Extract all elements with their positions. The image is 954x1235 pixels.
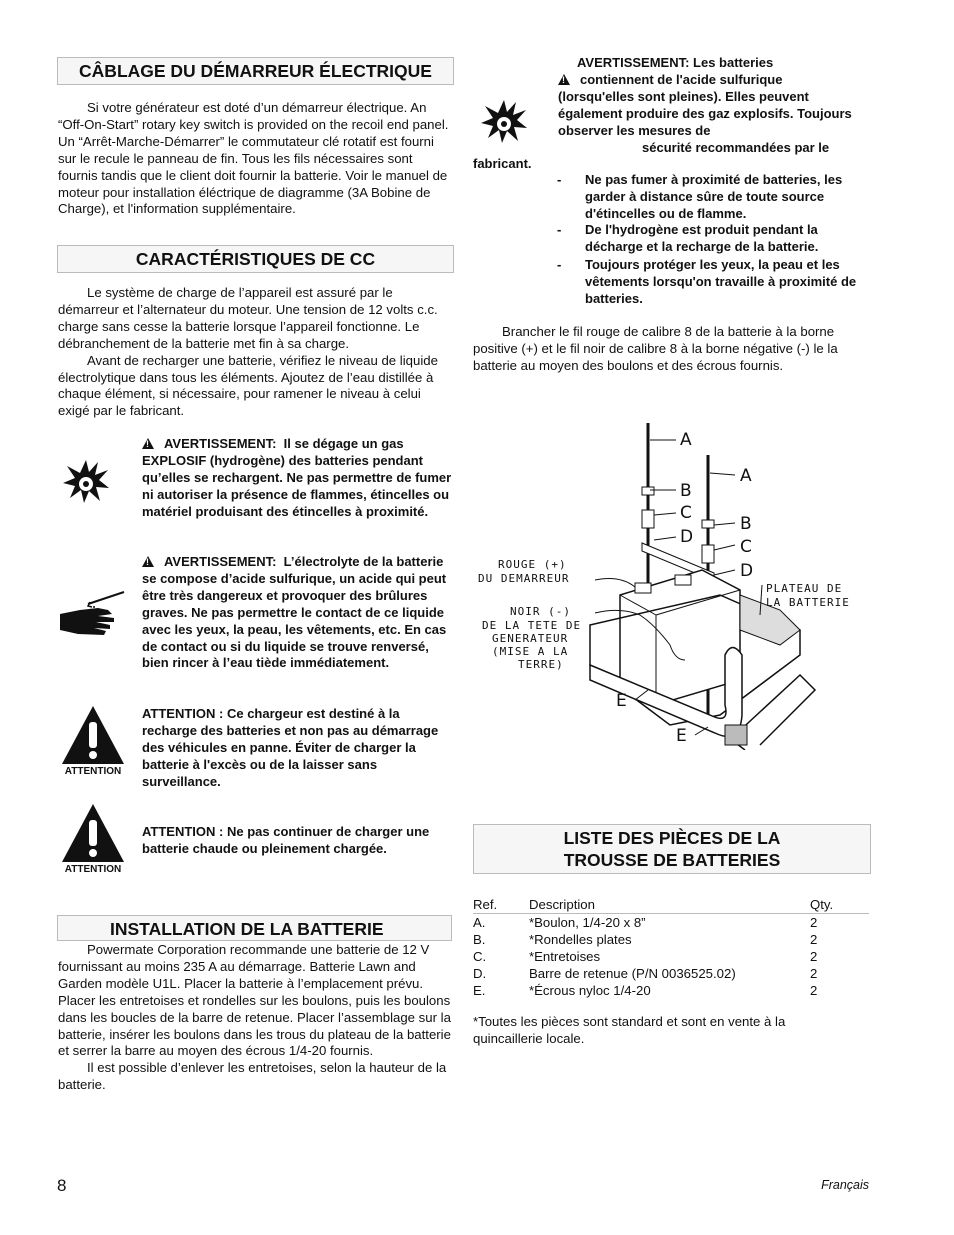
parts-table — [473, 896, 869, 999]
header-ref: Ref. — [473, 897, 498, 912]
label-rouge-1: ROUGE (+) — [498, 558, 567, 571]
table-row: C. *Entretoises 2 — [473, 949, 818, 964]
caution-charger: ATTENTION : Ce chargeur est destiné à la recharge des batteries et non pas au démarrage des véhicules en panne. Éviter de charger la batterie à l'excès ou de la laisser sans surveillance. — [142, 706, 439, 789]
section-title-installation: INSTALLATION DE LA BATTERIE — [57, 915, 452, 941]
attention-label: ATTENTION — [64, 864, 122, 874]
label-b-right: B — [740, 514, 752, 534]
table-row: B. *Rondelles plates 2 — [473, 932, 818, 947]
label-d-right: D — [740, 561, 754, 581]
caracteristiques-para-2: Avant de recharger une batterie, vérifiez le niveau de liquide électrolytique dans tous les éléments. Ajoutez de l’eau distillée à chaque élément, si nécessaire, pour ramener le niveau à celui exigé par le fabricant. — [58, 352, 438, 419]
bullet-no-smoking: - Ne pas fumer à proximité de batteries, les garder à distance sûre de toute source d'étincelles ou de flamme. — [557, 172, 843, 221]
warning-electrolyte: !AVERTISSEMENT: L’électrolyte de la batterie se compose d’acide sulfurique, un acide qui peut être très dangereux et provoquer des brûlures graves. Ne pas permettre le contact de ce liquide avec les yeux, la peau, les vêtements, etc. En cas de contact ou si du liquide se trouve renversé, bien rincer à l’eau tiède immédiatement. — [142, 554, 454, 672]
bullet-hydrogen: - De l'hydrogène est produit pendant la décharge et la recharge de la batterie. — [557, 222, 819, 254]
caution-hot-battery: ATTENTION : Ne pas continuer de charger une batterie chaude ou pleinement chargée. — [142, 824, 430, 856]
warning-triangle-icon — [142, 556, 154, 567]
label-noir-4: (MISE A LA — [492, 645, 569, 658]
footer-language: Français — [821, 1178, 869, 1192]
attention-icon — [58, 704, 128, 776]
warning-batteries-acid: AVERTISSEMENT: Les batteries !contiennent de l'acide sulfurique (lorsqu'elles sont pleines). Elles peuvent également produire des gaz explosifs. Toujours observer les mesures de sécurité recommandées par le fabricant. — [473, 55, 873, 173]
label-noir-2: DE LA TETE DE — [482, 619, 582, 632]
label-e-left: E — [616, 691, 627, 711]
parts-table-header — [473, 896, 869, 914]
installation-para-1: Powermate Corporation recommande une batterie de 12 V fournissant au moins 235 A au démarrage. Batterie Lawn and Garden modèle U1L. Placer la batterie à l’emplacement prévu. Placer les entretoises et rondelles sur les boulons, puis les boulons dans les boucles de la barre de retenue. Placer l’assemblage sur la batterie, insérer les boulons dans les trous du plateau de la batterie et serrer la barre au moyen des écrous 1/4-20 fournis. — [58, 942, 451, 1059]
label-plateau-1: PLATEAU DE — [766, 582, 843, 595]
table-row: D. Barre de retenue (P/N 0036525.02) 2 — [473, 966, 818, 981]
attention-icon — [58, 802, 128, 874]
label-e-right: E — [676, 726, 687, 746]
attention-label: ATTENTION — [64, 766, 122, 776]
label-b-left: B — [680, 481, 692, 501]
page-number: 8 — [57, 1176, 67, 1195]
section-title-parts-list: LISTE DES PIÈCES DE LA TROUSSE DE BATTERIES — [473, 824, 871, 874]
label-noir-5: TERRE) — [518, 658, 564, 671]
warning-explosive-gas: !AVERTISSEMENT: Il se dégage un gas EXPLOSIF (hydrogène) des batteries pendant qu’elles se rechargent. Ne pas permettre de fumer ni autoriser la présence de flammes, étincelles ou matériel produisant des étincelles à proximité. — [142, 436, 454, 521]
table-row: A. *Boulon, 1/4-20 x 8” 2 — [473, 915, 818, 930]
section-title-caracteristiques: CARACTÉRISTIQUES DE CC — [57, 245, 454, 273]
installation-para-2: Il est possible d’enlever les entretoises, selon la hauteur de la batterie. — [58, 1060, 447, 1093]
label-a-left: A — [680, 430, 692, 450]
battery-installation-diagram — [470, 415, 870, 750]
warning-triangle-icon — [142, 438, 154, 449]
caracteristiques-para-1: Le système de charge de l’appareil est assuré par le démarreur et l’alternateur du moteur. Une tension de 12 volts c.c. charge sans cesse la batterie lorsque l’appareil fonctionne. Le débranchement de la batterie met fin à sa charge. — [58, 285, 438, 351]
installation-text — [58, 942, 454, 1094]
acid-hand-icon — [58, 588, 128, 638]
warning-triangle-icon — [558, 74, 570, 85]
label-d-left: D — [680, 527, 694, 547]
table-row: E. *Écrous nyloc 1/4-20 2 — [473, 983, 818, 998]
parts-footnote: *Toutes les pièces sont standard et sont en vente à la quincaillerie locale. — [473, 1014, 786, 1046]
section-title-cablage: CÂBLAGE DU DÉMARREUR ÉLECTRIQUE — [57, 57, 454, 85]
label-plateau-2: LA BATTERIE — [766, 596, 850, 609]
bullet-protect: - Toujours protéger les yeux, la peau et les vêtements lorsqu'on travaille à proximité de batteries. — [557, 257, 857, 306]
label-c-left: C — [680, 503, 692, 523]
explosion-icon — [62, 458, 110, 504]
cablage-paragraph: Si votre générateur est doté d’un démarreur électrique. An “Off-On-Start” rotary key switch is provided on the recoil end panel. Un “Arrêt-Marche-Démarrer” le commutateur clé rotatif est fourni sur le recule le panneau de fin. Tous les fils nécessaires sont fournis tandis que le client doit fournir la batterie. Voir le manuel de moteur pour installation éléctrique de diagramme (3A Bobine de Charge), et l'information supplémentaire. — [58, 100, 449, 217]
label-noir-3: GENERATEUR — [492, 632, 569, 645]
header-description: Description — [529, 897, 595, 912]
header-qty: Qty. — [810, 897, 834, 912]
label-a-right: A — [740, 466, 752, 486]
label-rouge-2: DU DEMARREUR — [478, 572, 570, 585]
label-c-right: C — [740, 537, 752, 557]
branch-wiring-paragraph: Brancher le fil rouge de calibre 8 de la batterie à la borne positive (+) et le fil noir de calibre 8 à la borne négative (-) le la batterie au moyen des boulons et des écrous fournis. — [473, 324, 838, 373]
label-noir-1: NOIR (-) — [510, 605, 571, 618]
caracteristiques-text — [58, 285, 454, 420]
